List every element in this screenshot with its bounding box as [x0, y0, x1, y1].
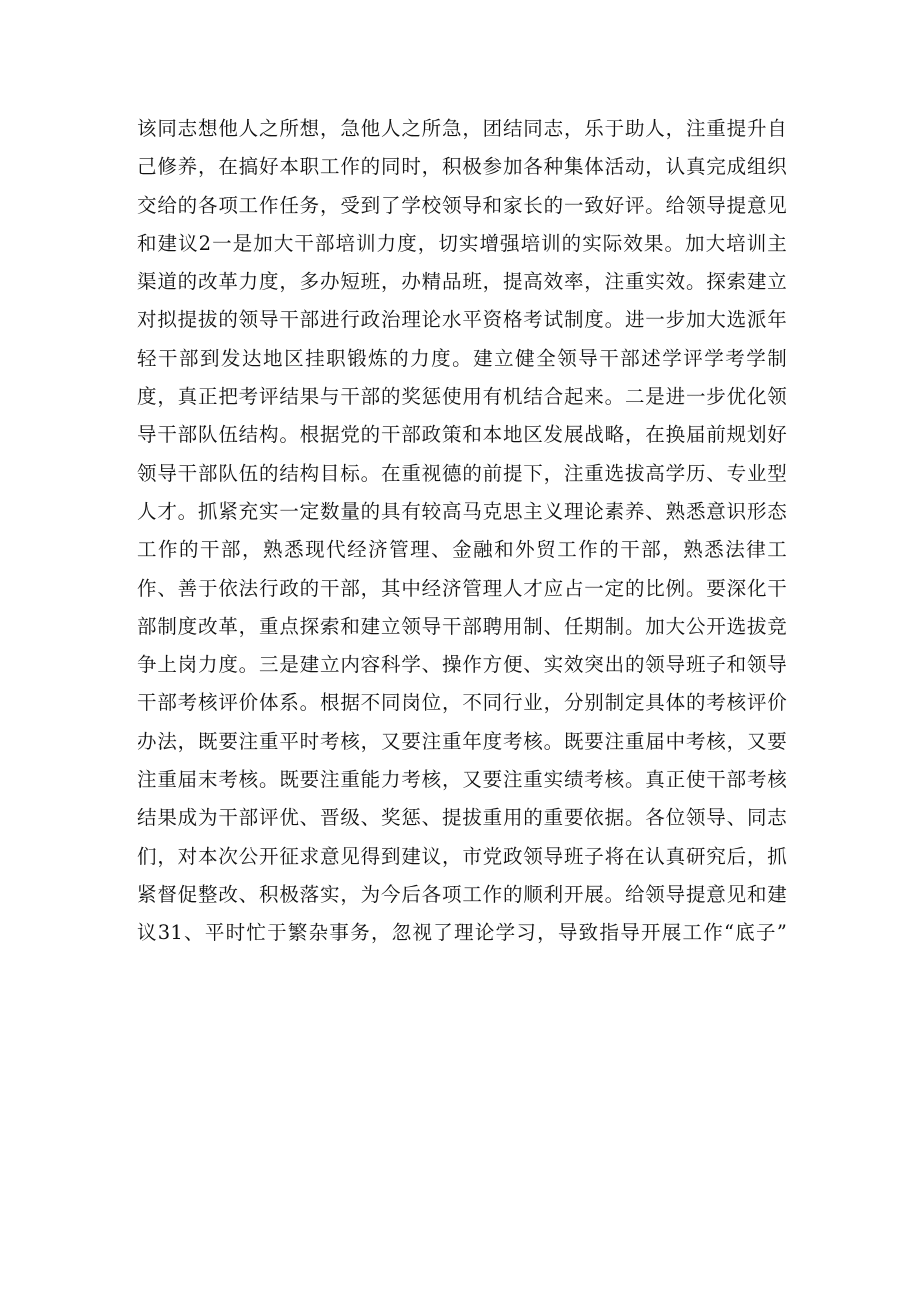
text-line: 注重届末考核。既要注重能力考核，又要注重实绩考核。真正使干部考核 — [137, 768, 787, 792]
text-line: 干部考核评价体系。根据不同岗位，不同行业，分别制定具体的考核评价 — [137, 691, 787, 715]
text-line: 该同志想他人之所想，急他人之所急，团结同志，乐于助人，注重提升自 — [137, 117, 787, 140]
text-line: 轻干部到发达地区挂职锻炼的力度。建立健全领导干部述学评学考学制 — [137, 346, 787, 370]
text-line: 争上岗力度。三是建立内容科学、操作方便、实效突出的领导班子和领导 — [137, 653, 787, 677]
text-line: 结果成为干部评优、晋级、奖惩、提拔重用的重要依据。各位领导、同志 — [137, 806, 787, 830]
text-line: 们，对本次公开征求意见得到建议，市党政领导班子将在认真研究后，抓 — [137, 844, 787, 868]
text-line: 议31、平时忙于繁杂事务，忽视了理论学习，导致指导开展工作“底子” — [137, 921, 787, 945]
text-line: 领导干部队伍的结构目标。在重视德的前提下，注重选拔高学历、专业型 — [137, 461, 787, 485]
text-line: 部制度改革，重点探索和建立领导干部聘用制、任期制。加大公开选拔竞 — [137, 614, 787, 638]
body-text — [137, 110, 787, 953]
text-line: 交给的各项工作任务，受到了学校领导和家长的一致好评。给领导提意见 — [137, 193, 787, 217]
text-line: 对拟提拔的领导干部进行政治理论水平资格考试制度。进一步加大选派年 — [137, 308, 787, 332]
text-line: 办法，既要注重平时考核，又要注重年度考核。既要注重届中考核，又要 — [137, 729, 787, 753]
text-line: 导干部队伍结构。根据党的干部政策和本地区发展战略，在换届前规划好 — [137, 423, 787, 447]
text-line: 作、善于依法行政的干部，其中经济管理人才应占一定的比例。要深化干 — [137, 576, 787, 600]
text-line: 己修养，在搞好本职工作的同时，积极参加各种集体活动，认真完成组织 — [137, 155, 787, 179]
text-line: 人才。抓紧充实一定数量的具有较高马克思主义理论素养、熟悉意识形态 — [137, 499, 787, 523]
text-line: 渠道的改革力度，多办短班，办精品班，提高效率，注重实效。探索建立 — [137, 270, 787, 294]
text-line: 紧督促整改、积极落实，为今后各项工作的顺利开展。给领导提意见和建 — [137, 882, 787, 906]
text-line: 工作的干部，熟悉现代经济管理、金融和外贸工作的干部，熟悉法律工 — [137, 538, 787, 562]
text-line: 度，真正把考评结果与干部的奖惩使用有机结合起来。二是进一步优化领 — [137, 385, 787, 409]
text-line: 和建议2一是加大干部培训力度，切实增强培训的实际效果。加大培训主 — [137, 231, 787, 255]
